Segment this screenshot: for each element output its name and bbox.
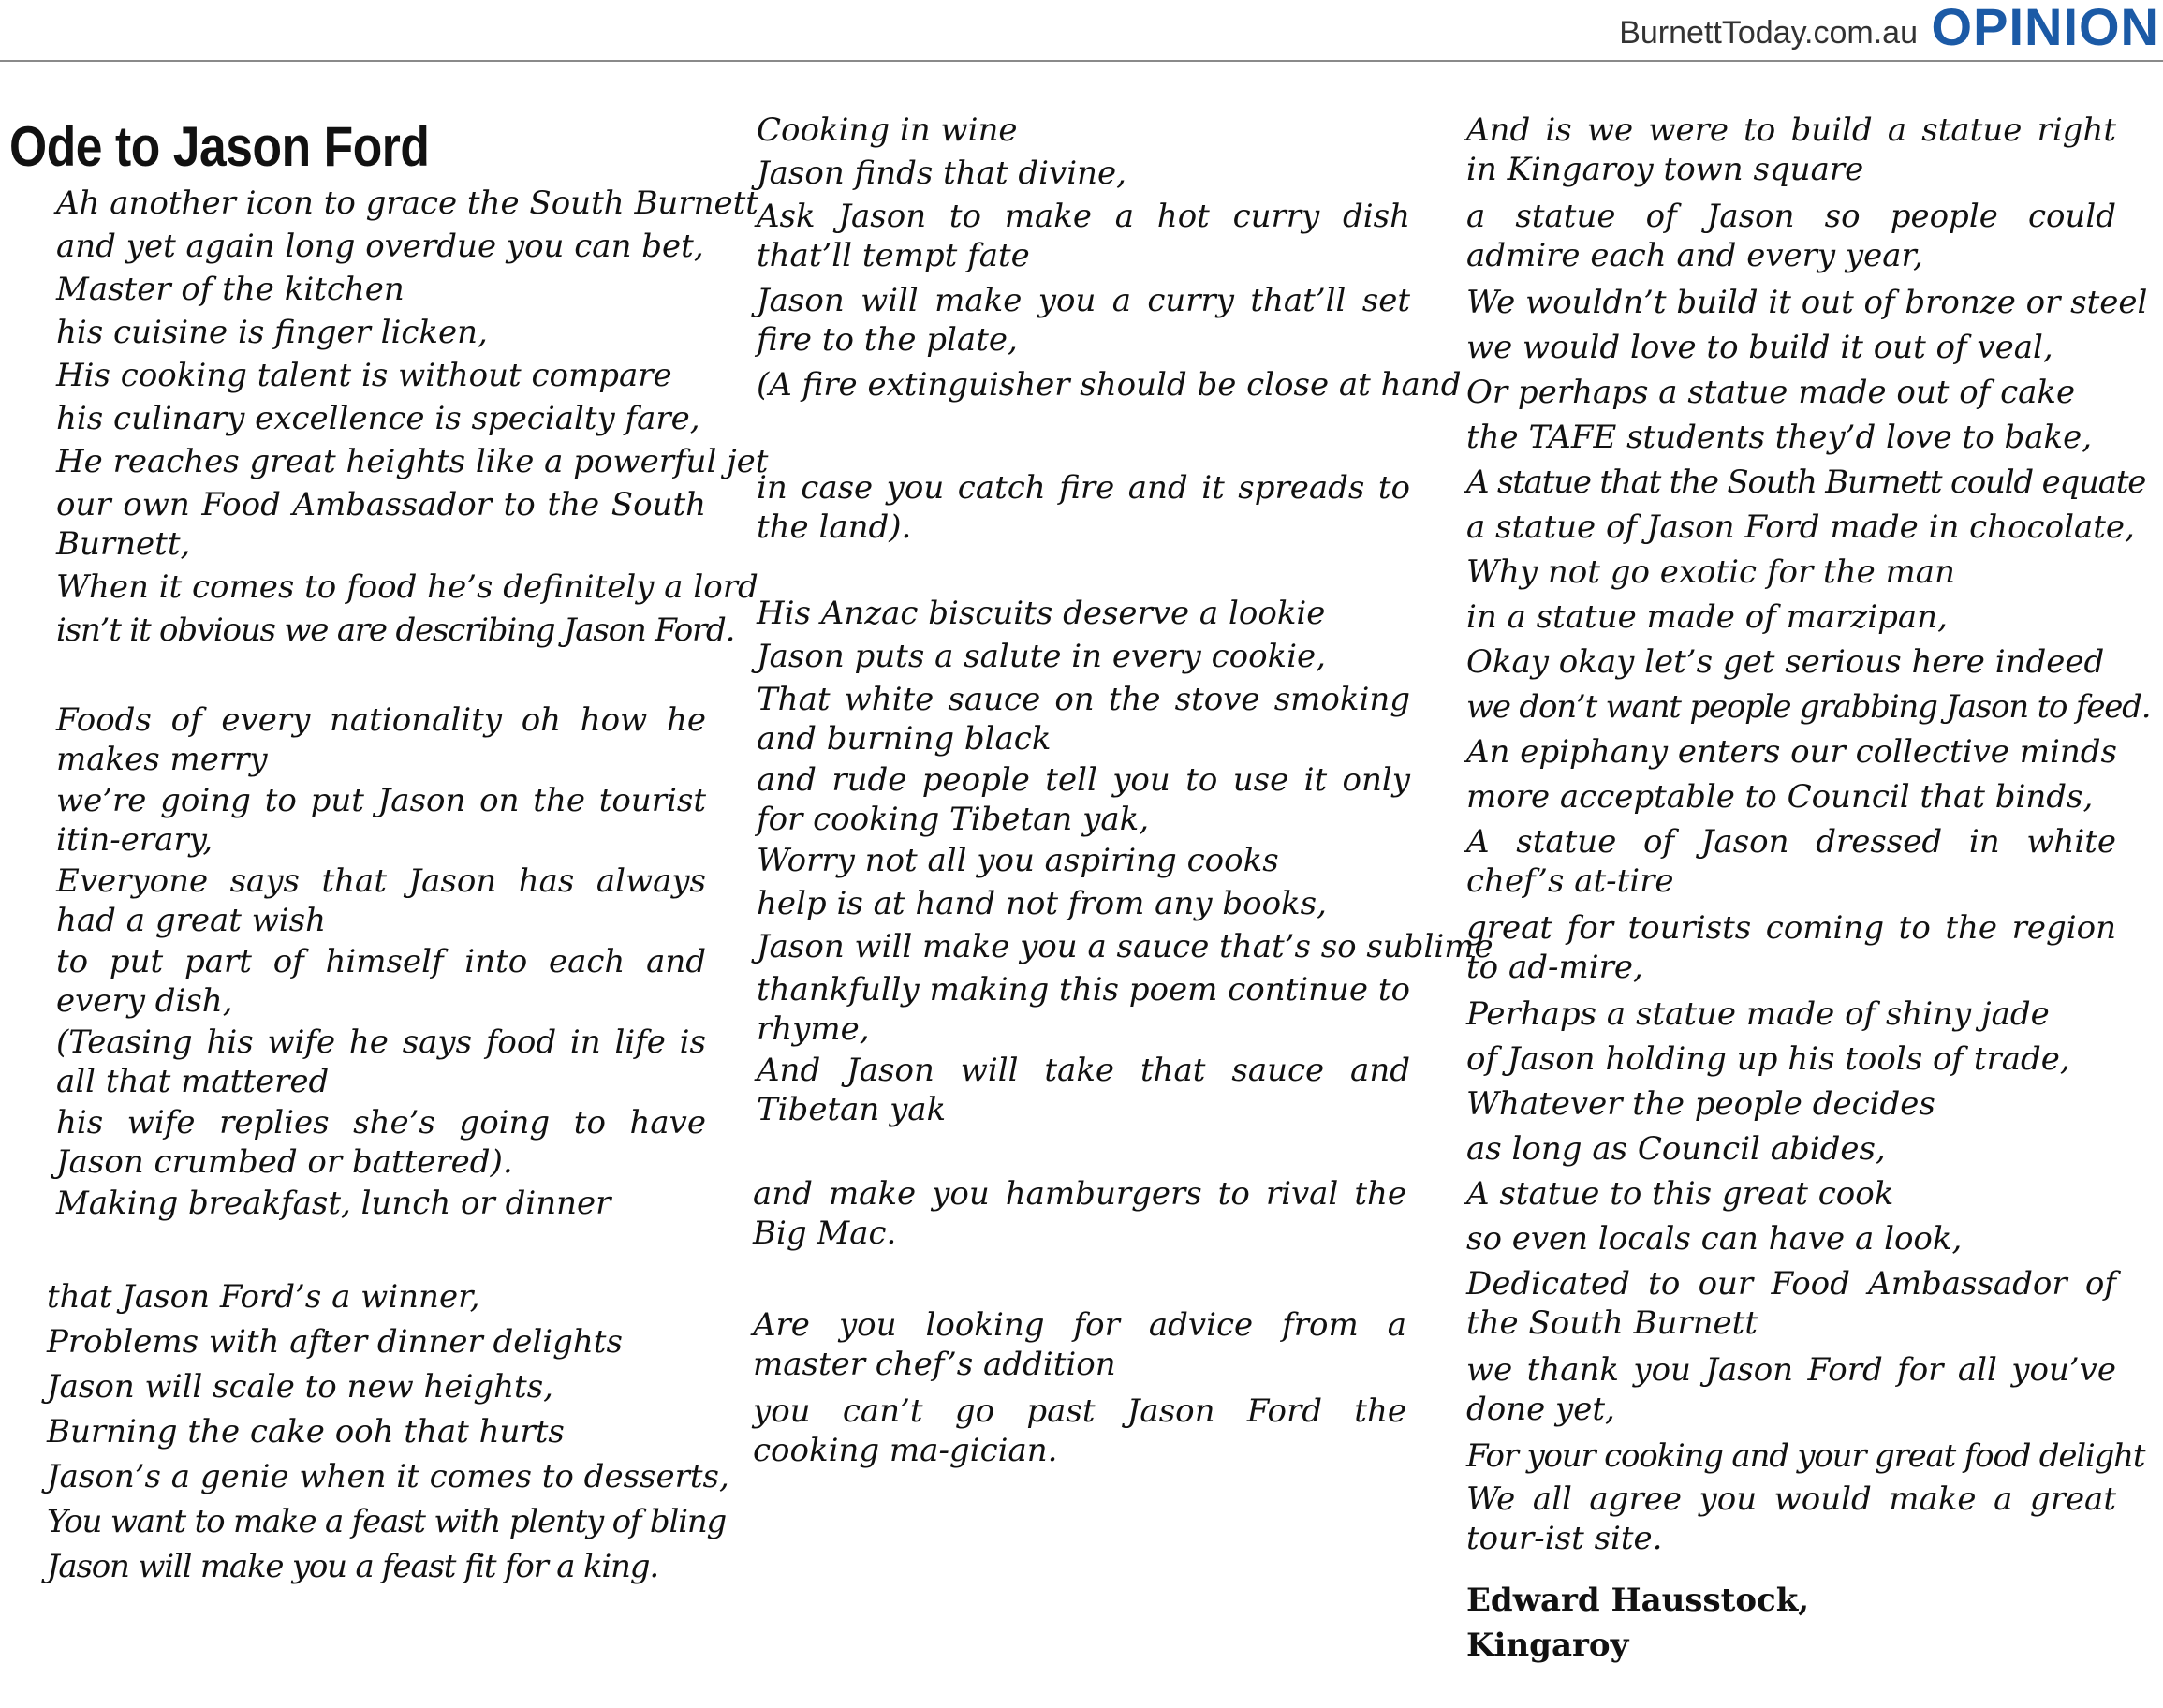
poem-line: his culinary excellence is specialty fare, [56,400,700,437]
poem-line: Dedicated to our Food Ambassador of the South Burnett [1466,1265,2116,1342]
poem-line: Cooking in wine [757,111,1018,149]
poem-line: A statue to this great cook [1466,1175,1894,1213]
poem-line: a statue of Jason so people could admire each and every year, [1466,198,2116,274]
poem-line: and rude people tell you to use it only for cooking Tibetan yak, [757,761,1410,838]
poem-line: Burning the cake ooh that hurts [47,1413,565,1450]
poem-line: Jason finds that divine, [757,155,1126,192]
poem-line: his wife replies she’s going to have Jason crumbed or battered). [56,1104,706,1181]
poem-line: and make you hamburgers to rival the Big Mac. [753,1175,1406,1252]
poem-line: Jason puts a salute in every cookie, [757,638,1326,675]
poem-line: we thank you Jason Ford for all you’ve done yet, [1466,1351,2116,1428]
poem-line: Master of the kitchen [56,271,405,308]
poem-line: And Jason will take that sauce and Tibetan yak [757,1052,1410,1128]
poem-line: When it comes to food he’s definitely a lord [56,568,758,606]
poem-line: that Jason Ford’s a winner, [47,1278,480,1316]
poem-line: An epiphany enters our collective minds [1466,733,2117,771]
poem-line: his cuisine is finger licken, [56,314,488,351]
poem-line: He reaches great heights like a powerful jet [56,443,769,480]
poem-line: Foods of every nationality oh how he makes merry [56,701,706,778]
poem-line: You want to make a feast with plenty of bling [47,1503,727,1540]
poem-line: Why not go exotic for the man [1466,553,1955,591]
poem-line: so even locals can have a look, [1466,1220,1963,1258]
site-url[interactable]: BurnettToday.com.au [1619,15,1918,51]
poem-line: Or perhaps a statue made out of cake [1466,374,2076,411]
poem-line: His cooking talent is without compare [56,357,672,394]
poem-line: Perhaps a statue made of shiny jade [1466,995,2050,1033]
poem-line: A statue that the South Burnett could equate [1466,464,2146,501]
poem-line: Jason will make you a curry that’ll set fire to the plate, [757,282,1410,359]
masthead-divider [0,60,2163,62]
poem-line: Worry not all you aspiring cooks [757,842,1279,879]
poem-line: help is at hand not from any books, [757,885,1327,922]
section-label: OPINION [1931,0,2159,56]
poem-line: you can’t go past Jason Ford the cooking ma-gician. [753,1392,1406,1469]
poem-line: A statue of Jason dressed in white chef’s at-tire [1466,823,2116,900]
poem-line: Are you looking for advice from a master chef’s addition [753,1306,1406,1383]
poem-line: of Jason holding up his tools of trade, [1466,1040,2070,1078]
poem-line: our own Food Ambassador to the South Burnett, [56,486,706,563]
poem-line: in a statue made of marzipan, [1466,598,1948,636]
poem-line: in case you catch fire and it spreads to the land). [757,469,1410,546]
poem-line: Jason will scale to new heights, [47,1368,553,1406]
poem-line: thankfully making this poem continue to rhyme, [757,971,1410,1048]
poem-line: to put part of himself into each and every dish, [56,943,706,1020]
poem-line: (A fire extinguisher should be close at hand [757,366,1462,404]
poem-line: We all agree you would make a great tour-ist site. [1466,1480,2116,1557]
poem-line: Making breakfast, lunch or dinner [56,1185,611,1222]
author-name: Edward Hausstock, [1466,1582,1810,1619]
poem-line: His Anzac biscuits deserve a lookie [757,595,1326,632]
poem-line: we’re going to put Jason on the tourist itin-erary, [56,782,706,859]
author-town: Kingaroy [1466,1627,1629,1664]
article-title: Ode to Jason Ford [9,115,430,178]
poem-line: That white sauce on the stove smoking and burning black [757,681,1410,758]
poem-line: more acceptable to Council that binds, [1466,778,2094,816]
poem-line: Ask Jason to make a hot curry dish that’ll tempt fate [757,198,1410,274]
poem-line: and yet again long overdue you can bet, [56,228,704,265]
poem-line: the TAFE students they’d love to bake, [1466,419,2093,456]
poem-line: great for tourists coming to the region to ad-mire, [1466,909,2116,986]
masthead [0,0,2163,62]
poem-line: as long as Council abides, [1466,1130,1886,1168]
poem-line: Jason will make you a feast fit for a king. [47,1548,658,1585]
poem-line: Jason’s a genie when it comes to desserts, [47,1458,729,1495]
poem-line: (Teasing his wife he says food in life is all that mattered [56,1023,706,1100]
poem-line: Everyone says that Jason has always had a great wish [56,862,706,939]
poem-line: We wouldn’t build it out of bronze or steel [1466,284,2148,321]
poem-line: Problems with after dinner delights [47,1323,623,1361]
poem-line: And is we were to build a statue right in Kingaroy town square [1466,111,2116,188]
poem-line: we don’t want people grabbing Jason to feed. [1466,688,2151,726]
poem-line: For your cooking and your great food delight [1466,1437,2145,1475]
poem-line: Whatever the people decides [1466,1085,1935,1123]
poem-line: isn’t it obvious we are describing Jason Ford. [56,611,735,649]
poem-line: a statue of Jason Ford made in chocolate, [1466,508,2135,546]
poem-line: Ah another icon to grace the South Burnett [56,184,758,222]
poem-line: Okay okay let’s get serious here indeed [1466,643,2105,681]
poem-line: Jason will make you a sauce that’s so sublime [757,928,1494,965]
poem-line: we would love to build it out of veal, [1466,329,2053,366]
